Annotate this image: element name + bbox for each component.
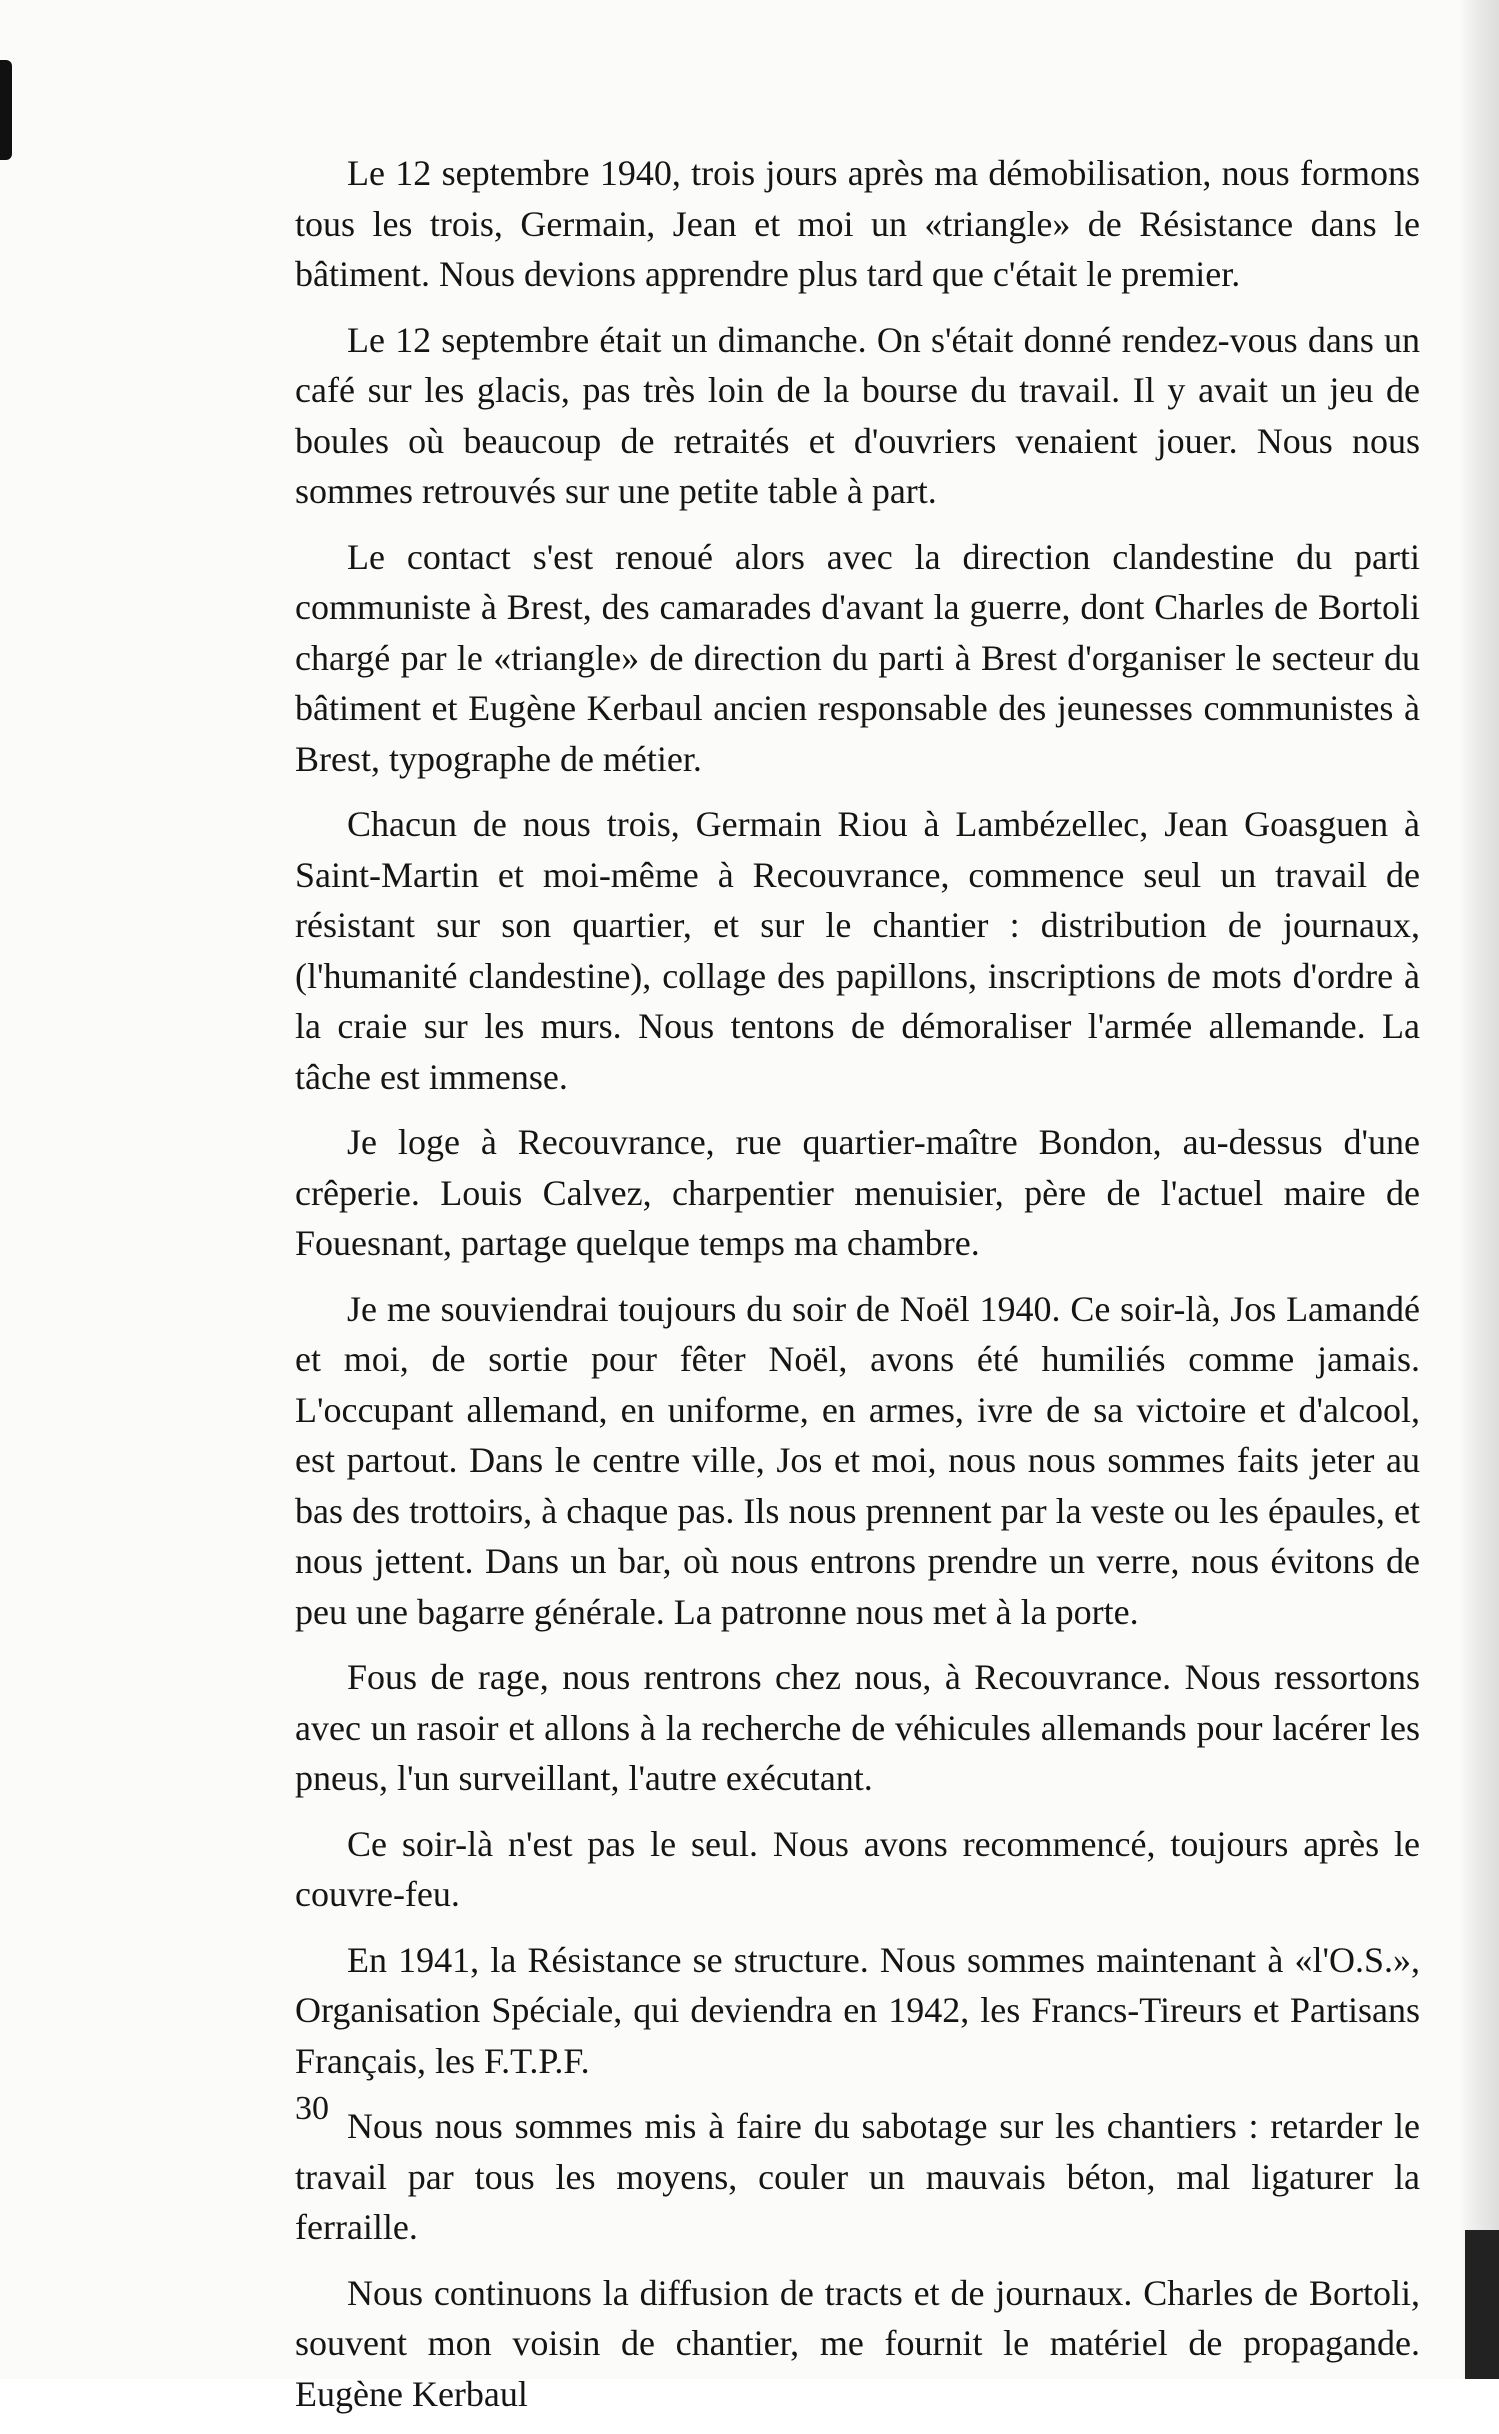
- paragraph: Je me souviendrai toujours du soir de Noël 1940. Ce soir-là, Jos Lamandé et moi, de sortie pour fêter Noël, avons été humiliés comme jamais. L'occupant allemand, en uniforme, en armes, ivre de sa victoire et d'alcool, est partout. Dans le centre ville, Jos et moi, nous nous sommes faits jeter au bas des trottoirs, à chaque pas. Ils nous prennent par la veste ou les épaules, et nous jettent. Dans un bar, où nous entrons prendre un verre, nous évitons de peu une bagarre générale. La patronne nous met à la porte.: [295, 1288, 1420, 1632]
- paragraph: En 1941, la Résistance se structure. Nous sommes maintenant à «l'O.S.», Organisation Spéciale, qui deviendra en 1942, les Francs-Tireurs et Partisans Français, les F.T.P.F.: [295, 1939, 1420, 2081]
- paragraph: Fous de rage, nous rentrons chez nous, à Recouvrance. Nous ressortons avec un rasoir et allons à la recherche de véhicules allemands pour lacérer les pneus, l'un surveillant, l'autre exécutant.: [295, 1657, 1420, 1798]
- scan-border: [1465, 2230, 1499, 2379]
- paragraph: Je loge à Recouvrance, rue quartier-maître Bondon, au-dessus d'une crêperie. Louis Calvez, charpentier menuisier, père de l'actuel maire de Fouesnant, partage quelque temps ma chambre.: [295, 1122, 1420, 1263]
- paragraph: Le 12 septembre était un dimanche. On s'était donné rendez-vous dans un café sur les glacis, pas très loin de la bourse du travail. Il y avait un jeu de boules où beaucoup de retraités et d'ouvriers venaient jouer. Nous nous sommes retrouvés sur une petite table à part.: [295, 319, 1420, 511]
- paragraph: Ce soir-là n'est pas le seul. Nous avons recommencé, toujours après le couvre-feu.: [295, 1823, 1420, 1914]
- paragraph: Nous nous sommes mis à faire du sabotage sur les chantiers : retarder le travail par tous les moyens, couler un mauvais béton, mal ligaturer la ferraille.: [295, 2106, 1420, 2247]
- binding-edge-mark: [0, 60, 12, 160]
- page-curl-shadow: [1459, 0, 1499, 2379]
- paragraph: Le contact s'est renoué alors avec la direction clandestine du parti communiste à Brest, des camarades d'avant la guerre, dont Charles de Bortoli chargé par le «triangle» de direction du parti à Brest d'organiser le secteur du bâtiment et Eugène Kerbaul ancien responsable des jeunesses communistes à Brest, typographe de métier.: [295, 536, 1420, 779]
- paragraph: Le 12 septembre 1940, trois jours après ma démobilisation, nous formons tous les trois, Germain, Jean et moi un «triangle» de Résistance dans le bâtiment. Nous devions apprendre plus tard que c'était le premier.: [295, 153, 1420, 294]
- body-text: [295, 148, 1420, 2434]
- paragraph: Nous continuons la diffusion de tracts et de journaux. Charles de Bortoli, souvent mon voisin de chantier, me fournit le matériel de propagande. Eugène Kerbaul: [295, 2272, 1420, 2414]
- page-number: 30: [295, 2090, 329, 2127]
- paragraph: Chacun de nous trois, Germain Riou à Lambézellec, Jean Goasguen à Saint-Martin et moi-même à Recouvrance, commence seul un travail de résistant sur son quartier, et sur le chantier : distribution de journaux, (l'humanité clandestine), collage des papillons, inscriptions de mots d'ordre à la craie sur les murs. Nous tentons de démoraliser l'armée allemande. La tâche est immense.: [295, 804, 1420, 1097]
